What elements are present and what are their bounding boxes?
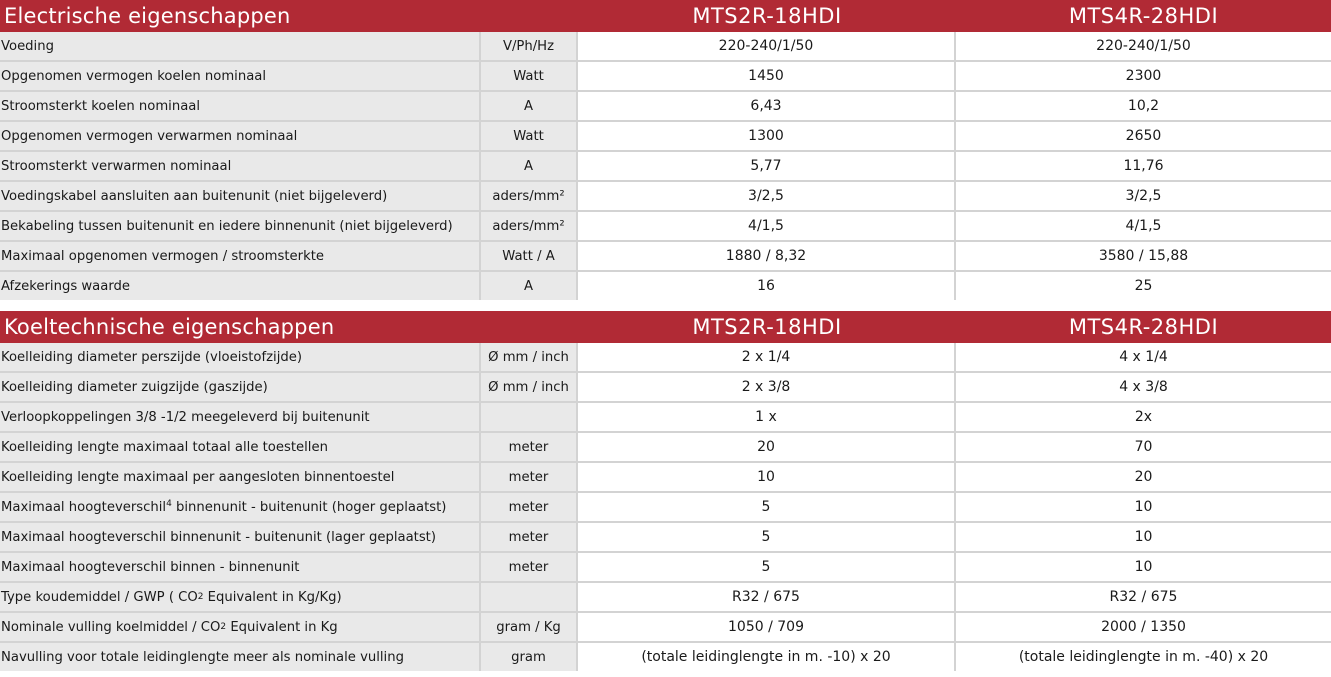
row-value-model-1: 1450	[578, 62, 956, 90]
row-label-text-after: binnenunit - buitenunit (hoger geplaatst)	[171, 499, 447, 515]
table-row	[0, 32, 1331, 62]
row-value-model-2: 20	[956, 463, 1331, 491]
row-label: Navulling voor totale leidinglengte meer als nominale vulling	[0, 643, 481, 671]
row-value-model-1: 3/2,5	[578, 182, 956, 210]
table-row	[0, 62, 1331, 92]
row-value-model-1: 5	[578, 493, 956, 521]
row-unit: meter	[481, 433, 578, 461]
row-value-model-2: 4/1,5	[956, 212, 1331, 240]
row-unit: gram / Kg	[481, 613, 578, 641]
row-unit	[481, 403, 578, 431]
row-label: Maximaal opgenomen vermogen / stroomsterkte	[0, 242, 481, 270]
section-gap	[0, 300, 1331, 311]
refrigeration-section-title: Koeltechnische eigenschappen	[4, 315, 335, 339]
row-value-model-2: 3/2,5	[956, 182, 1331, 210]
model-1-header: MTS2R-18HDI	[692, 315, 842, 339]
row-label	[0, 493, 481, 521]
row-value-model-1: 10	[578, 463, 956, 491]
table-row	[0, 463, 1331, 493]
row-label: Afzekerings waarde	[0, 272, 481, 300]
row-value-model-1: 16	[578, 272, 956, 300]
table-row	[0, 583, 1331, 613]
row-value-model-2: 2650	[956, 122, 1331, 150]
row-value-model-2: R32 / 675	[956, 583, 1331, 611]
row-label: Koelleiding diameter zuigzijde (gaszijde)	[0, 373, 481, 401]
table-row	[0, 493, 1331, 523]
row-label: Maximaal hoogteverschil binnen - binnenunit	[0, 553, 481, 581]
row-unit: Watt	[481, 62, 578, 90]
model-1-header: MTS2R-18HDI	[692, 4, 842, 28]
row-value-model-1: 5	[578, 553, 956, 581]
table-row	[0, 272, 1331, 300]
row-value-model-1: 2 x 1/4	[578, 343, 956, 371]
row-value-model-2: 3580 / 15,88	[956, 242, 1331, 270]
row-label	[0, 583, 481, 611]
row-value-model-2: 10,2	[956, 92, 1331, 120]
subscript-2: 2	[197, 592, 204, 602]
table-row	[0, 343, 1331, 373]
row-label-text: Maximaal hoogteverschil	[1, 499, 167, 515]
refrigeration-table	[0, 343, 1331, 671]
table-row	[0, 403, 1331, 433]
row-label: Voeding	[0, 32, 481, 60]
row-value-model-1: 1300	[578, 122, 956, 150]
model-2-header: MTS4R-28HDI	[1068, 315, 1219, 339]
row-value-model-2: 4 x 1/4	[956, 343, 1331, 371]
table-row	[0, 92, 1331, 122]
row-unit: aders/mm²	[481, 212, 578, 240]
row-unit: A	[481, 152, 578, 180]
subscript-2: 2	[220, 622, 227, 632]
table-row	[0, 242, 1331, 272]
row-label: Opgenomen vermogen koelen nominaal	[0, 62, 481, 90]
row-label: Koelleiding lengte maximaal per aangesloten binnentoestel	[0, 463, 481, 491]
row-unit: meter	[481, 463, 578, 491]
row-value-model-1: 6,43	[578, 92, 956, 120]
footnote-marker: 4	[166, 499, 172, 509]
row-unit: V/Ph/Hz	[481, 32, 578, 60]
row-value-model-2: 2x	[956, 403, 1331, 431]
row-label: Maximaal hoogteverschil binnenunit - buitenunit (lager geplaatst)	[0, 523, 481, 551]
row-label: Koelleiding lengte maximaal totaal alle toestellen	[0, 433, 481, 461]
row-unit: gram	[481, 643, 578, 671]
row-label-text-after: Equivalent in Kg	[226, 619, 338, 635]
row-value-model-2: 4 x 3/8	[956, 373, 1331, 401]
table-row	[0, 373, 1331, 403]
table-row	[0, 643, 1331, 671]
row-value-model-2: (totale leidinglengte in m. -40) x 20	[956, 643, 1331, 671]
row-unit: meter	[481, 553, 578, 581]
row-label: Voedingskabel aansluiten aan buitenunit (niet bijgeleverd)	[0, 182, 481, 210]
row-label: Opgenomen vermogen verwarmen nominaal	[0, 122, 481, 150]
table-row	[0, 523, 1331, 553]
table-row	[0, 553, 1331, 583]
row-value-model-1: 4/1,5	[578, 212, 956, 240]
electrical-section-title: Electrische eigenschappen	[4, 4, 291, 28]
table-row	[0, 152, 1331, 182]
row-unit: meter	[481, 493, 578, 521]
row-value-model-1: 2 x 3/8	[578, 373, 956, 401]
row-value-model-1: 220-240/1/50	[578, 32, 956, 60]
row-unit: A	[481, 92, 578, 120]
row-unit: Watt / A	[481, 242, 578, 270]
row-label: Bekabeling tussen buitenunit en iedere binnenunit (niet bijgeleverd)	[0, 212, 481, 240]
electrical-table	[0, 32, 1331, 300]
row-label-text-after: Equivalent in Kg/Kg)	[203, 589, 342, 605]
row-value-model-1: R32 / 675	[578, 583, 956, 611]
row-label: Koelleiding diameter perszijde (vloeistofzijde)	[0, 343, 481, 371]
table-row	[0, 212, 1331, 242]
row-label-text: Nominale vulling koelmiddel / CO	[1, 619, 221, 635]
row-value-model-1: 1 x	[578, 403, 956, 431]
row-value-model-2: 10	[956, 523, 1331, 551]
row-value-model-2: 70	[956, 433, 1331, 461]
model-2-header: MTS4R-28HDI	[1068, 4, 1219, 28]
row-unit: Ø mm / inch	[481, 343, 578, 371]
row-label: Stroomsterkt verwarmen nominaal	[0, 152, 481, 180]
row-unit: Ø mm / inch	[481, 373, 578, 401]
row-label	[0, 613, 481, 641]
row-unit	[481, 583, 578, 611]
row-value-model-1: 1880 / 8,32	[578, 242, 956, 270]
table-row	[0, 122, 1331, 152]
row-value-model-2: 11,76	[956, 152, 1331, 180]
row-value-model-2: 10	[956, 493, 1331, 521]
row-value-model-2: 10	[956, 553, 1331, 581]
row-value-model-2: 2300	[956, 62, 1331, 90]
row-value-model-2: 220-240/1/50	[956, 32, 1331, 60]
row-unit: A	[481, 272, 578, 300]
row-unit: aders/mm²	[481, 182, 578, 210]
row-value-model-1: (totale leidinglengte in m. -10) x 20	[578, 643, 956, 671]
row-value-model-2: 25	[956, 272, 1331, 300]
row-value-model-1: 1050 / 709	[578, 613, 956, 641]
row-label: Verloopkoppelingen 3/8 -1/2 meegeleverd bij buitenunit	[0, 403, 481, 431]
row-label-text: Type koudemiddel / GWP ( CO	[1, 589, 198, 605]
row-label: Stroomsterkt koelen nominaal	[0, 92, 481, 120]
row-value-model-2: 2000 / 1350	[956, 613, 1331, 641]
row-unit: meter	[481, 523, 578, 551]
row-value-model-1: 5,77	[578, 152, 956, 180]
table-row	[0, 433, 1331, 463]
table-row	[0, 182, 1331, 212]
row-unit: Watt	[481, 122, 578, 150]
electrical-section-header	[0, 0, 1331, 32]
row-value-model-1: 20	[578, 433, 956, 461]
row-value-model-1: 5	[578, 523, 956, 551]
table-row	[0, 613, 1331, 643]
refrigeration-section-header	[0, 311, 1331, 343]
